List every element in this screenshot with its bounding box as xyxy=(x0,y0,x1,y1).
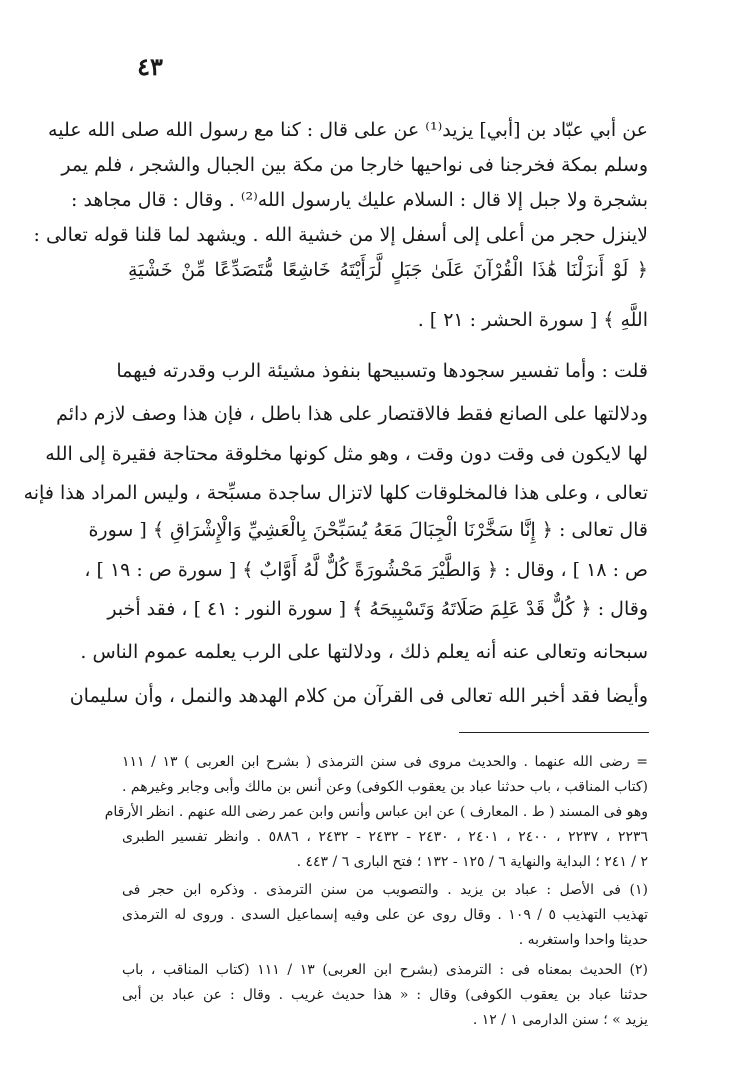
body-line: وأيضا فقد أخبر الله تعالى فى القرآن من كلام الهدهد والنمل ، وأن سليمان xyxy=(69,685,648,707)
footnote-line: تهذيب التهذيب ٥ / ١٠٩ . وقال روى عن على وفيه إسماعيل السدى . وروى له الترمذى xyxy=(122,907,648,923)
footnote-line: = رضى الله عنهما . والحديث مروى فى سنن الترمذى ( بشرح ابن العربى ) ١٣ / ١١١ xyxy=(122,754,648,770)
footnote-2: (٢) الحديث بمعناه فى : الترمذى (بشرح ابن العربى) ١٣ / ١١١ (كتاب المناقب ، باب xyxy=(122,962,648,978)
body-line: لاينزل حجر من أعلى إلى أسفل إلا من خشية الله . ويشهد لما قلنا قوله تعالى : xyxy=(33,224,648,246)
footnote-line: وهو فى المسند ( ط . المعارف ) عن ابن عباس وأنس وابن عمر رضى الله عنهم . انظر الأرقام xyxy=(104,804,648,820)
body-line: بشجرة ولا جبل إلا قال : السلام عليك يارسول الله⁽²⁾ . وقال : قال مجاهد : xyxy=(71,189,648,211)
footnote-line: (كتاب المناقب ، باب حدثنا عباد بن يعقوب الكوفى) وعن أنس بن مالك وأبى وجابر وغيرهم . xyxy=(122,779,648,795)
quran-verse-line: ﴿ لَوْ أَنزَلْنَا هَٰذَا الْقُرْآنَ عَلَىٰ جَبَلٍ لَّرَأَيْتَهُ خَاشِعًا مُّتَصَدِّعًا مِّنْ خَشْيَةِ xyxy=(128,259,648,281)
verse-reference-line: اللَّهِ ﴾ [ سورة الحشر : ٢١ ] . xyxy=(417,309,648,331)
body-line: لها لايكون فى وقت دون وقت ، وهو مثل كونها مخلوقة محتاجة فقيرة إلى الله xyxy=(45,443,648,465)
body-line: عن أبي عبّاد بن [أبي] يزيد⁽¹⁾ عن على قال : كنا مع رسول الله صلى الله عليه xyxy=(48,119,648,141)
body-line: قلت : وأما تفسير سجودها وتسبيحها بنفوذ مشيئة الرب وقدرته فيهما xyxy=(116,360,648,382)
footnote-1: (١) فى الأصل : عباد بن يزيد . والتصويب من سنن الترمذى . وذكره ابن حجر فى xyxy=(122,882,648,898)
quran-verse-line: قال تعالى : ﴿ إِنَّا سَخَّرْنَا الْجِبَالَ مَعَهُ يُسَبِّحْنَ بِالْعَشِيِّ وَالْإِشْرَاقِ ﴾ [ سورة xyxy=(88,519,648,541)
footnote-divider xyxy=(459,732,649,733)
body-line: سبحانه وتعالى عنه أنه يعلم ذلك ، ودلالتها على الرب يعلمه عموم الناس . xyxy=(80,641,648,663)
footnote-line: ٢ / ٢٤١ ؛ البداية والنهاية ٦ / ١٢٥ - ١٣٢ ؛ فتح البارى ٦ / ٤٤٣ . xyxy=(296,854,648,870)
body-line: ودلالتها على الصانع فقط فالاقتصار على هذا باطل ، فإن هذا وصف لازم دائم xyxy=(56,403,648,425)
footnote-line: حديثا واحدا واستغربه . xyxy=(518,932,648,948)
footnote-line: ٢٢٣٦ ، ٢٢٣٧ ، ٢٤٠٠ ، ٢٤٠١ ، ٢٤٣٠ - ٢٤٣٢ - ٢٤٣٢ ، ٥٨٨٦ . وانظر تفسير الطبرى xyxy=(122,829,649,845)
footnote-line: يزيد » ؛ سنن الدارمى ١ / ١٢ . xyxy=(472,1012,648,1028)
quran-verse-line: وقال : ﴿ كُلٌّ قَدْ عَلِمَ صَلَاتَهُ وَتَسْبِيحَهُ ﴾ [ سورة النور : ٤١ ] ، فقد أخبر xyxy=(107,598,648,620)
quran-verse-line: ص : ١٨ ] ، وقال : ﴿ وَالطَّيْرَ مَحْشُورَةً كُلٌّ لَّهُ أَوَّابٌ ﴾ [ سورة ص : ١٩ ] ، xyxy=(84,559,648,581)
body-line: تعالى ، وعلى هذا فالمخلوقات كلها لاتزال ساجدة مسبِّحة ، وليس المراد هذا فإنه xyxy=(23,482,648,504)
body-line: وسلم بمكة فخرجنا فى نواحيها خارجا من مكة بين الجبال والشجر ، فلم يمر xyxy=(61,154,648,176)
page-number: ٤٣ xyxy=(137,52,163,81)
footnote-line: حدثنا عباد بن يعقوب الكوفى) وقال : « هذا حديث غريب . وقال : عن عباد بن أبى xyxy=(122,987,648,1003)
